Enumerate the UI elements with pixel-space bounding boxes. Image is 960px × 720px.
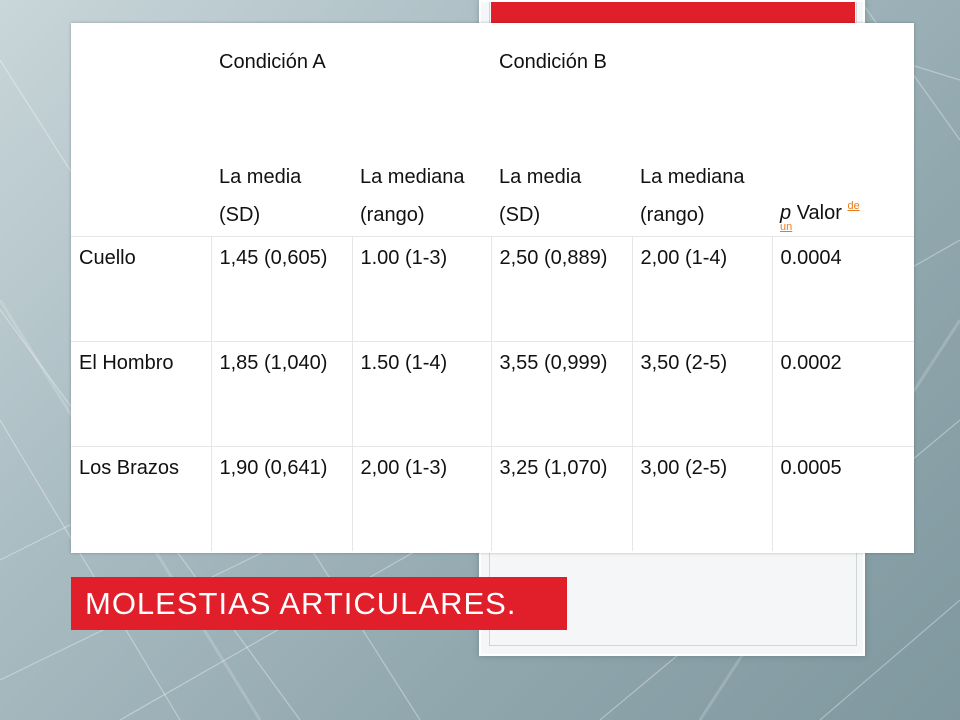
table-row xyxy=(71,236,914,341)
table-row xyxy=(71,446,914,551)
footnote-link-un[interactable]: un xyxy=(780,220,793,233)
cell-a-mean: 1,45 (0,605) xyxy=(211,236,352,341)
results-table xyxy=(71,23,914,551)
header-condition-b: Condición B xyxy=(499,51,607,73)
cell-b-mean: 3,55 (0,999) xyxy=(491,341,632,446)
cell-b-mean: 2,50 (0,889) xyxy=(491,236,632,341)
slide-title: MOLESTIAS ARTICULARES. xyxy=(71,577,567,630)
header-cell-empty xyxy=(71,23,211,115)
cell-b-median: 3,50 (2-5) xyxy=(632,341,772,446)
cell-b-median: 2,00 (1-4) xyxy=(632,236,772,341)
sub-header-empty xyxy=(71,115,211,236)
table-row xyxy=(71,341,914,446)
cell-b-median: 3,00 (2-5) xyxy=(632,446,772,551)
cell-a-mean: 1,85 (1,040) xyxy=(211,341,352,446)
header-cell-empty xyxy=(772,23,914,115)
sub-header-b-mean: La media (SD) xyxy=(499,165,582,226)
sub-header-p-value xyxy=(772,115,914,236)
cell-p-value: 0.0002 xyxy=(772,341,914,446)
sub-header-b-median: La mediana (rango) xyxy=(640,165,745,226)
p-label: p xyxy=(780,201,792,224)
row-label: El Hombro xyxy=(71,341,211,446)
sub-header-a-median: La mediana (rango) xyxy=(360,165,465,226)
sub-header-row xyxy=(71,115,914,236)
group-header-row xyxy=(71,23,914,115)
p-value-text: Valor xyxy=(796,201,842,224)
cell-a-mean: 1,90 (0,641) xyxy=(211,446,352,551)
results-table-container xyxy=(71,23,914,553)
cell-a-median: 1.50 (1-4) xyxy=(352,341,491,446)
row-label: Los Brazos xyxy=(71,446,211,551)
header-cell-empty xyxy=(352,23,491,115)
cell-p-value: 0.0005 xyxy=(772,446,914,551)
cell-b-mean: 3,25 (1,070) xyxy=(491,446,632,551)
footnote-link-de[interactable]: de xyxy=(847,199,860,212)
cell-p-value: 0.0004 xyxy=(772,236,914,341)
header-cell-empty xyxy=(632,23,772,115)
header-condition-a: Condición A xyxy=(219,51,326,73)
row-label: Cuello xyxy=(71,236,211,341)
cell-a-median: 2,00 (1-3) xyxy=(352,446,491,551)
cell-a-median: 1.00 (1-3) xyxy=(352,236,491,341)
sub-header-a-mean: La media (SD) xyxy=(219,165,302,226)
